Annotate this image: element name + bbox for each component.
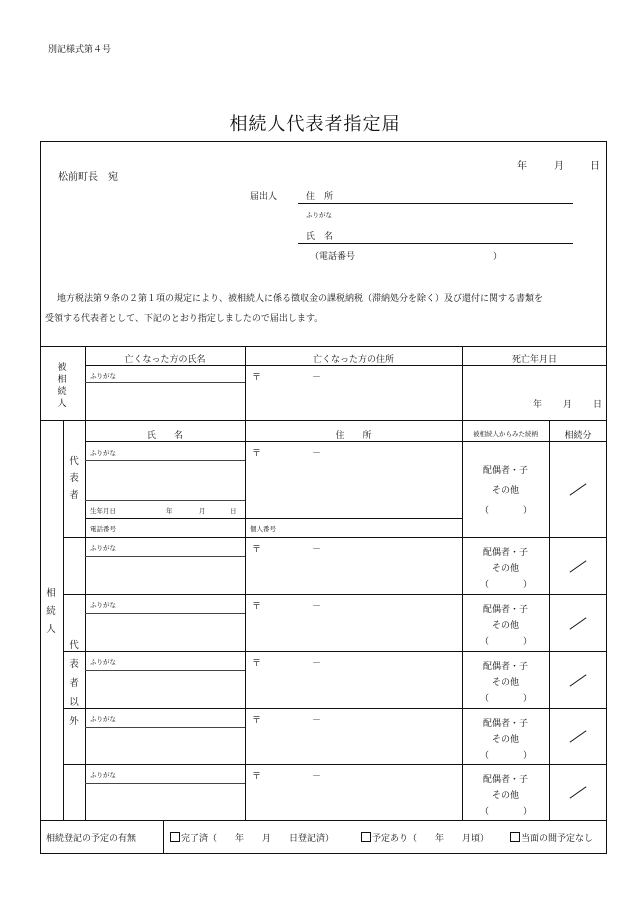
other-heir-4-relation-line2: その他: [491, 735, 519, 745]
date-year-label: 年: [517, 161, 527, 172]
other-heir-2-relation-line2: その他: [491, 621, 519, 631]
body-text-line1: 地方税法第９条の２第１項の規定により、被相続人に係る徴収金の課税納税（滞納処分を除く）及び還付に関する書類を: [57, 294, 544, 304]
deceased-col-death-date: 死亡年月日: [511, 355, 557, 365]
other-heir-5-relation-line2: その他: [491, 791, 519, 801]
rep-birth-day: 日: [230, 507, 237, 515]
other-heir-4-postal-dash: －: [312, 716, 322, 726]
other-heir-2-relation-line1: 配偶者・子: [482, 605, 528, 615]
other-heir-5-furigana: ふりがな: [90, 771, 116, 779]
body-text-line2: 受領する代表者として、下記のとおり指定しましたので届出します。: [45, 314, 324, 324]
notifier-phone-label: （電話番号: [310, 252, 356, 262]
rep-relation-close: ）: [523, 506, 533, 516]
other-heir-4-furigana: ふりがな: [90, 715, 116, 723]
notifier-name-line[interactable]: [298, 243, 573, 244]
other-heir-3-furigana: ふりがな: [90, 658, 116, 666]
heirs-col-share: 相続分: [564, 431, 592, 441]
notifier-furigana-label: ふりがな: [306, 211, 332, 219]
death-year-label: 年: [533, 400, 543, 410]
notifier-phone-close: ）: [493, 252, 503, 262]
checkbox-no-plan[interactable]: [510, 832, 520, 842]
rep-phone-label: 電話番号: [90, 525, 116, 533]
other-heir-1-relation-open: （: [480, 580, 490, 590]
heirs-side-label: 相続人: [46, 588, 56, 635]
other-heir-3-relation-line2: その他: [491, 678, 519, 688]
death-day-label: 日: [593, 400, 603, 410]
other-heir-3-relation-line1: 配偶者・子: [482, 662, 528, 672]
other-heir-2-relation-close: ）: [523, 637, 533, 647]
other-heir-2-furigana: ふりがな: [90, 601, 116, 609]
other-heir-5-relation-line1: 配偶者・子: [482, 775, 528, 785]
other-heir-5-postal-dash: －: [312, 772, 322, 782]
deceased-col-address: 亡くなった方の住所: [312, 355, 394, 365]
section-divider: [40, 346, 607, 347]
checkbox-completed[interactable]: [170, 832, 180, 842]
other-heir-3-relation-close: ）: [523, 694, 533, 704]
date-month-label: 月: [554, 161, 564, 172]
other-heir-3-relation-open: （: [480, 694, 490, 704]
form-number: 別記様式第４号: [48, 45, 112, 55]
other-heir-3-postal: 〒: [252, 659, 262, 669]
rep-postal-dash: －: [312, 449, 322, 459]
other-heir-5-relation-open: （: [480, 807, 490, 817]
deceased-furigana: ふりがな: [90, 372, 116, 380]
other-heir-2-postal: 〒: [252, 602, 262, 612]
rep-birth-month: 月: [199, 507, 206, 515]
page-title: 相続人代表者指定届: [229, 114, 401, 135]
checkbox-planned[interactable]: [361, 832, 371, 842]
deceased-postal-dash: －: [312, 373, 322, 383]
registration-plan-label: 相続登記の予定の有無: [46, 834, 137, 844]
deceased-side-label: 被相続人: [57, 363, 67, 409]
rep-furigana: ふりがな: [90, 449, 116, 457]
other-heir-4-relation-line1: 配偶者・子: [482, 719, 528, 729]
other-heir-3-postal-dash: －: [312, 659, 322, 669]
other-heir-5-postal: 〒: [252, 772, 262, 782]
rep-birth-year: 年: [166, 507, 173, 515]
rep-relation-open: （: [480, 506, 490, 516]
heirs-col-relation: 被相続人からみた続柄: [473, 430, 538, 438]
other-heir-1-relation-line1: 配偶者・子: [482, 548, 528, 558]
other-heir-1-postal-dash: －: [312, 545, 322, 555]
other-heir-1-relation-line2: その他: [491, 564, 519, 574]
notifier-label: 届出人: [250, 192, 278, 202]
date-day-label: 日: [590, 161, 600, 172]
rep-postal: 〒: [252, 449, 262, 459]
other-heir-1-postal: 〒: [252, 545, 262, 555]
other-heir-4-relation-open: （: [480, 751, 490, 761]
other-heir-5-relation-close: ）: [523, 807, 533, 817]
others-side-label: 代表者以外: [69, 640, 79, 727]
other-heir-1-furigana: ふりがな: [90, 544, 116, 552]
deceased-col-name: 亡くなった方の氏名: [124, 355, 206, 365]
notifier-address-label: 住 所: [306, 192, 334, 202]
option-planned[interactable]: 予定あり（ 年 月頃）: [361, 831, 489, 844]
rep-mynumber-label: 個人番号: [250, 525, 276, 533]
addressee: 松前町長 宛: [58, 172, 118, 183]
death-month-label: 月: [563, 400, 573, 410]
other-heir-2-postal-dash: －: [312, 602, 322, 612]
deceased-postal: 〒: [252, 373, 262, 383]
other-heir-4-postal: 〒: [252, 716, 262, 726]
option-completed[interactable]: 完了済（ 年 月 日登記済）: [170, 831, 334, 844]
heirs-col-name: 氏 名: [146, 431, 183, 441]
rep-relation-line2: その他: [491, 486, 519, 496]
rep-side-label: 代表者: [69, 456, 79, 501]
form-frame: [40, 141, 607, 854]
other-heir-1-relation-close: ）: [523, 580, 533, 590]
other-heir-2-relation-open: （: [480, 637, 490, 647]
notifier-name-label: 氏 名: [306, 232, 334, 242]
other-heir-4-relation-close: ）: [523, 751, 533, 761]
heirs-col-address: 住 所: [335, 431, 372, 441]
rep-birth-label: 生年月日: [90, 507, 116, 515]
rep-relation-line1: 配偶者・子: [482, 466, 528, 476]
notifier-address-line[interactable]: [298, 203, 573, 204]
option-no-plan[interactable]: 当面の間予定なし: [510, 831, 593, 844]
